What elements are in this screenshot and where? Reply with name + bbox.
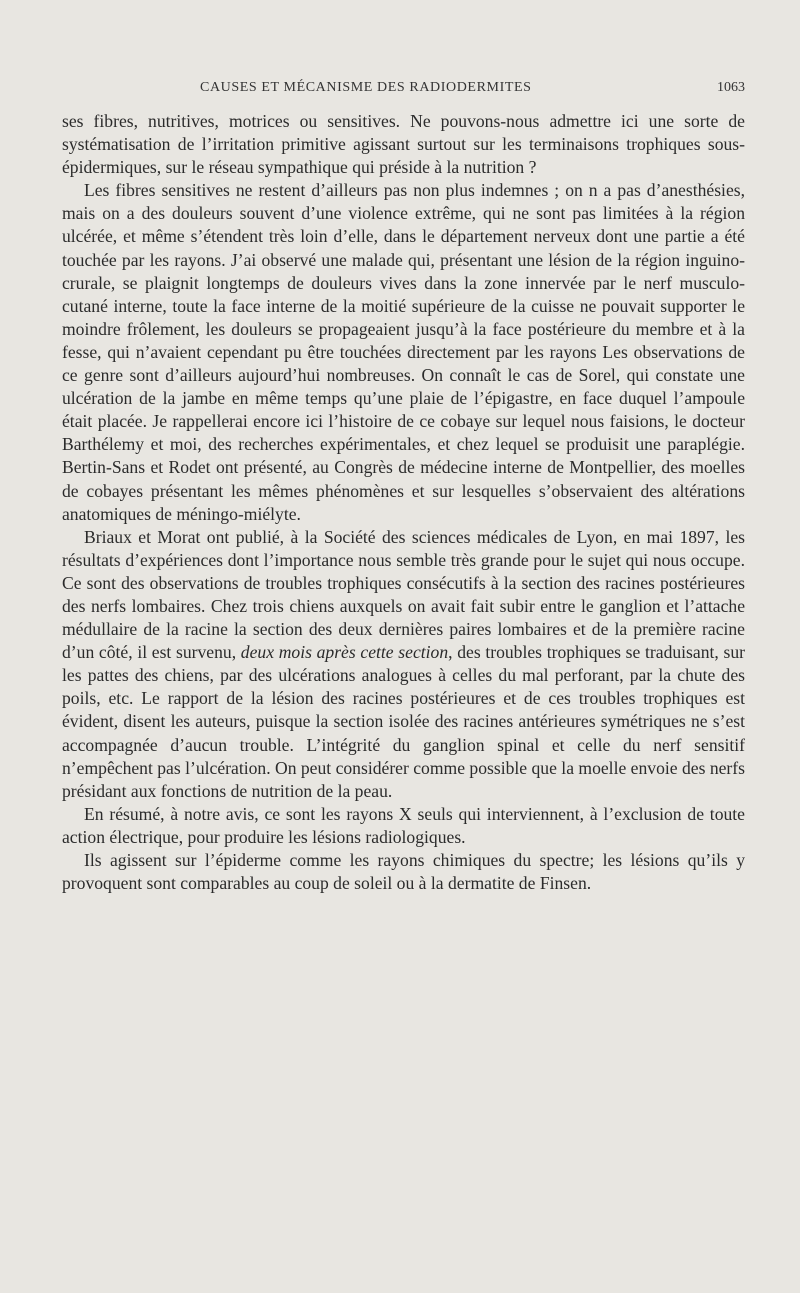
paragraph-4: En résumé, à notre avis, ce sont les rayons X seuls qui interviennent, à l’exclusion de toute action électrique, pour produire les lésions radiologiques. bbox=[62, 803, 745, 847]
page-number: 1063 bbox=[717, 80, 745, 95]
paragraph-5: Ils agissent sur l’épiderme comme les rayons chimiques du spectre; les lésions qu’ils y provoquent sont comparables au coup de soleil ou à la dermatite de Finsen. bbox=[62, 850, 745, 894]
running-head bbox=[60, 80, 745, 102]
paragraph-3-start: Briaux et Morat ont publié, à la Société des sciences médicales de Lyon, en mai 1897, les résultats d’expériences dont l’importance nous semble très grande pour le sujet qui nous occupe. Ce sont des observations de troubles trophiques consécutifs à la section des racines postérieures des nerfs lombaires. Chez trois chiens auxquels on avait fait subir entre le ganglion et l’attache médullaire de la racine la section des deux dernières paires lombaires et de la première racine d’un côté, il est survenu, bbox=[62, 526, 745, 663]
paragraph-3-end: , des troubles trophiques se traduisant, sur les pattes des chiens, par des ulcérations analogues à celles du mal perforant, par la chute des poils, etc. Le rapport de la lésion des racines postérieures et de ces troubles trophiques est évident, disent les auteurs, puisque la section isolée des racines antérieures symétriques ne s’est accompagnée d’aucun trouble. L’intégrité du ganglion spinal et celle du nerf sensitif n’empêchent pas l’ulcération. On peut considérer comme possible que la moelle envoie des nerfs présidant aux fonctions de nutrition de la peau. bbox=[62, 642, 745, 801]
paragraph-3 bbox=[62, 526, 745, 803]
body-text bbox=[62, 110, 745, 895]
italic-phrase: deux mois après cette section bbox=[240, 642, 449, 663]
paragraph-1: ses fibres, nutritives, motrices ou sensitives. Ne pouvons-nous admettre ici une sorte de systématisation de l’irritation primitive agissant surtout sur les terminaisons trophiques sous-épidermiques, sur le réseau sympathique qui préside à la nutrition ? bbox=[62, 111, 745, 178]
running-title: CAUSES ET MÉCANISME DES RADIODERMITES bbox=[200, 80, 532, 95]
paragraph-2: Les fibres sensitives ne restent d’ailleurs pas non plus indemnes ; on n a pas d’anesthésies, mais on a des douleurs souvent d’une violence extrême, qui ne sont pas limitées à la région ulcérée, et même s’étendent très loin d’elle, dans le département nerveux dont une partie a été touchée par les rayons. J’ai observé une malade qui, présentant une lésion de la région inguino-crurale, se plaignit longtemps de douleurs vives dans la zone innervée par le nerf musculo-cutané interne, toute la face interne de la moitié supérieure de la cuisse ne pouvait supporter le moindre frôlement, les douleurs se propageaient jusqu’à la face postérieure du membre et à la fesse, qui n’avaient cependant pu être touchées directement par les rayons Les observations de ce genre sont d’ailleurs aujourd’hui nombreuses. On connaît le cas de Sorel, qui constate une ulcération de la jambe en même temps qu’une plaie de l’épigastre, en face duquel l’ampoule était placée. Je rappellerai encore ici l’histoire de ce cobaye sur lequel nous faisions, le docteur Barthélemy et moi, des recherches expérimentales, et chez lequel se produisit une paraplégie. Bertin-Sans et Rodet ont présenté, au Congrès de médecine interne de Montpellier, des moelles de cobayes présentant les mêmes phénomènes et sur lesquelles s’observaient des altérations anatomiques de méningo-miélyte. bbox=[62, 180, 745, 524]
